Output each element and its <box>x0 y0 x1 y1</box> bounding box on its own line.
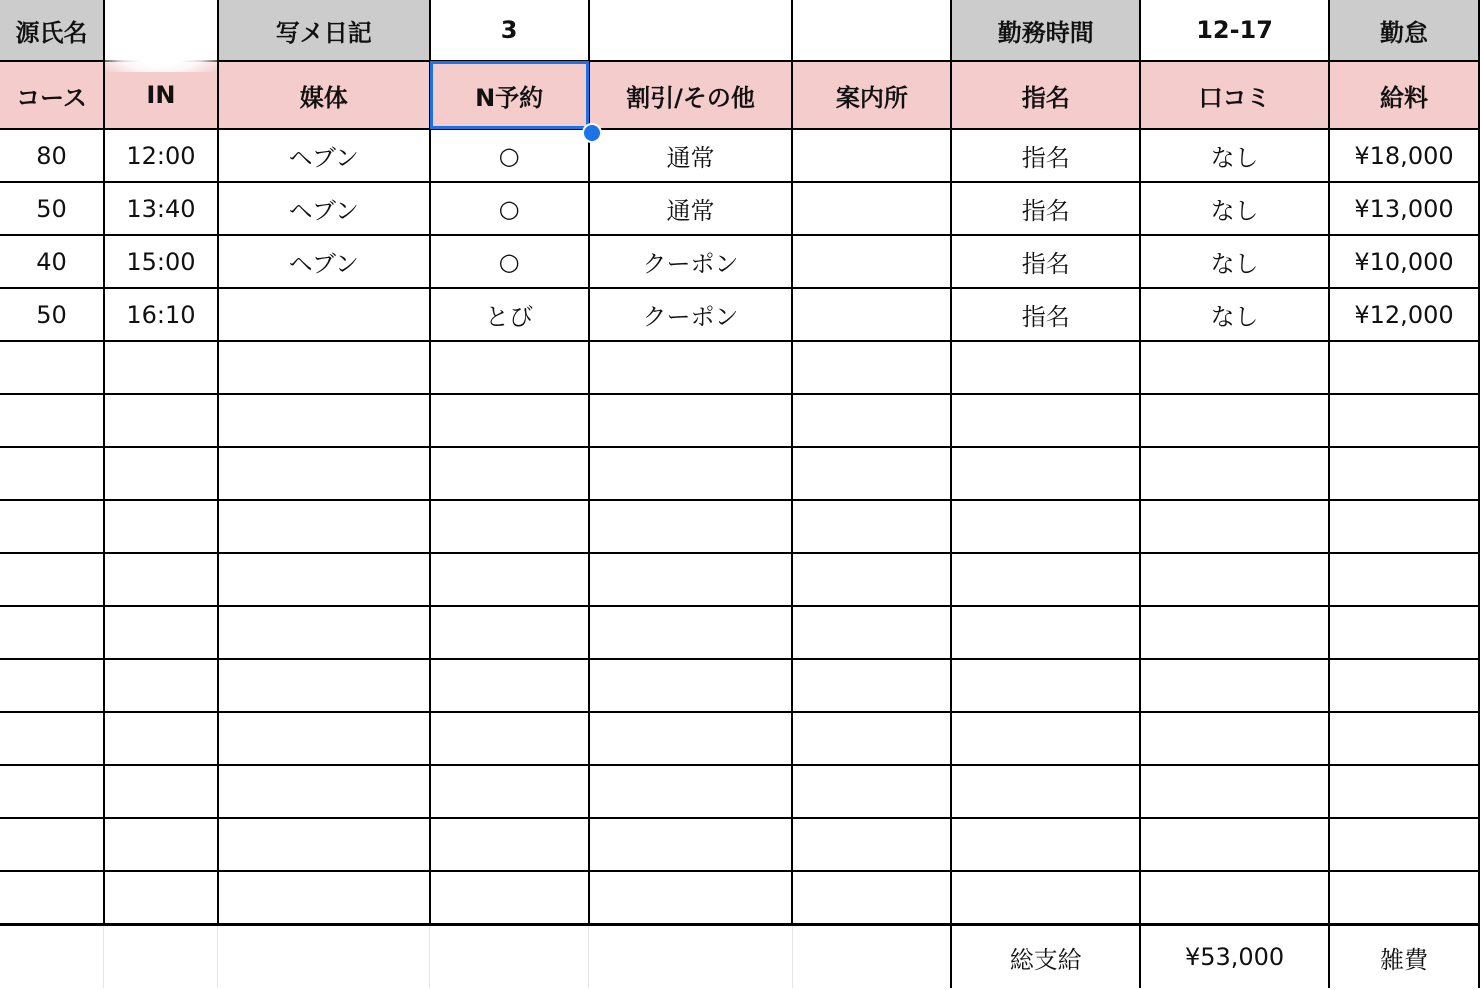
table-row <box>0 553 1479 606</box>
table-cell[interactable] <box>951 606 1140 659</box>
table-cell[interactable] <box>1329 500 1479 553</box>
table-cell[interactable] <box>1329 659 1479 712</box>
table-cell[interactable]: ¥18,000 <box>1329 129 1479 182</box>
meta-blank-cell-2[interactable] <box>792 0 951 61</box>
table-cell[interactable] <box>1140 606 1329 659</box>
table-row <box>0 818 1479 871</box>
table-cell[interactable]: クーポン <box>589 288 793 341</box>
table-row <box>0 447 1479 500</box>
table-cell[interactable] <box>430 341 589 394</box>
totals-blank-cell[interactable] <box>792 925 951 989</box>
name-label-cell[interactable]: 源氏名 <box>0 0 104 61</box>
table-cell[interactable] <box>430 553 589 606</box>
table-cell[interactable]: 50 <box>0 182 104 235</box>
table-cell[interactable]: 16:10 <box>104 288 218 341</box>
header-nomination[interactable]: 指名 <box>951 61 1140 129</box>
meta-blank-cell-1[interactable] <box>589 0 793 61</box>
table-cell[interactable] <box>218 659 430 712</box>
table-cell[interactable]: 50 <box>0 288 104 341</box>
table-cell[interactable] <box>218 500 430 553</box>
table-cell[interactable] <box>1140 341 1329 394</box>
table-cell[interactable] <box>589 606 793 659</box>
table-cell[interactable] <box>951 712 1140 765</box>
table-cell[interactable]: 13:40 <box>104 182 218 235</box>
table-cell[interactable] <box>218 553 430 606</box>
table-cell[interactable] <box>589 341 793 394</box>
table-cell[interactable] <box>104 341 218 394</box>
table-cell[interactable] <box>0 765 104 818</box>
table-cell[interactable] <box>218 288 430 341</box>
table-cell[interactable] <box>1329 765 1479 818</box>
header-n-reservation[interactable]: N予約 <box>430 61 589 129</box>
table-row <box>0 500 1479 553</box>
table-cell[interactable] <box>104 871 218 925</box>
table-cell[interactable] <box>218 341 430 394</box>
table-cell[interactable]: ○ <box>430 182 589 235</box>
table-cell[interactable] <box>1329 712 1479 765</box>
table-cell[interactable] <box>792 659 951 712</box>
table-cell[interactable] <box>792 500 951 553</box>
table-cell[interactable] <box>951 394 1140 447</box>
table-cell[interactable] <box>0 871 104 925</box>
table-cell[interactable] <box>1329 818 1479 871</box>
table-cell[interactable] <box>104 818 218 871</box>
table-cell[interactable]: とび <box>430 288 589 341</box>
table-cell[interactable] <box>951 818 1140 871</box>
table-cell[interactable] <box>792 235 951 288</box>
totals-row <box>0 925 1479 989</box>
table-cell[interactable]: ヘブン <box>218 235 430 288</box>
table-row <box>0 182 1479 235</box>
table-cell[interactable] <box>792 394 951 447</box>
table-cell[interactable] <box>1140 871 1329 925</box>
table-cell[interactable] <box>1140 500 1329 553</box>
attendance-label-cell[interactable]: 勤怠 <box>1329 0 1479 61</box>
table-row <box>0 712 1479 765</box>
table-cell[interactable]: 指名 <box>951 288 1140 341</box>
header-salary[interactable]: 給料 <box>1329 61 1479 129</box>
table-row <box>0 871 1479 925</box>
table-cell[interactable] <box>792 765 951 818</box>
table-cell[interactable] <box>589 659 793 712</box>
table-cell[interactable] <box>792 182 951 235</box>
table-row <box>0 235 1479 288</box>
table-cell[interactable] <box>218 712 430 765</box>
table-cell[interactable] <box>951 500 1140 553</box>
totals-blank-cell[interactable] <box>0 925 104 989</box>
table-cell[interactable] <box>589 765 793 818</box>
table-row <box>0 129 1479 182</box>
table-cell[interactable]: 80 <box>0 129 104 182</box>
table-cell[interactable] <box>951 659 1140 712</box>
table-cell[interactable]: ヘブン <box>218 129 430 182</box>
table-cell[interactable]: 通常 <box>589 182 793 235</box>
table-cell[interactable]: なし <box>1140 288 1329 341</box>
table-cell[interactable] <box>430 500 589 553</box>
table-cell[interactable] <box>589 818 793 871</box>
table-cell[interactable] <box>792 553 951 606</box>
total-value-cell[interactable]: ¥53,000 <box>1140 925 1329 989</box>
table-cell[interactable]: ¥10,000 <box>1329 235 1479 288</box>
table-cell[interactable]: ¥13,000 <box>1329 182 1479 235</box>
name-value-cell[interactable] <box>104 0 218 61</box>
table-cell[interactable]: ○ <box>430 129 589 182</box>
table-cell[interactable] <box>0 341 104 394</box>
table-cell[interactable] <box>1329 553 1479 606</box>
table-cell[interactable] <box>792 871 951 925</box>
table-cell[interactable] <box>0 447 104 500</box>
table-cell[interactable] <box>1140 447 1329 500</box>
header-info-office[interactable]: 案内所 <box>792 61 951 129</box>
table-cell[interactable] <box>218 447 430 500</box>
table-cell[interactable] <box>1140 553 1329 606</box>
table-cell[interactable] <box>1140 765 1329 818</box>
table-cell[interactable]: なし <box>1140 182 1329 235</box>
misc-label-cell[interactable]: 雑費 <box>1329 925 1479 989</box>
table-cell[interactable] <box>218 394 430 447</box>
table-cell[interactable] <box>0 606 104 659</box>
table-cell[interactable]: 12:00 <box>104 129 218 182</box>
table-cell[interactable] <box>951 341 1140 394</box>
table-cell[interactable] <box>430 394 589 447</box>
header-reviews[interactable]: 口コミ <box>1140 61 1329 129</box>
table-cell[interactable] <box>951 871 1140 925</box>
table-row <box>0 659 1479 712</box>
table-cell[interactable]: ヘブン <box>218 182 430 235</box>
totals-blank-cell[interactable] <box>104 925 218 989</box>
table-cell[interactable] <box>430 765 589 818</box>
table-cell[interactable] <box>1140 712 1329 765</box>
table-cell[interactable] <box>430 871 589 925</box>
table-cell[interactable] <box>104 553 218 606</box>
table-cell[interactable] <box>104 500 218 553</box>
table-cell[interactable] <box>218 871 430 925</box>
table-cell[interactable] <box>589 394 793 447</box>
table-cell[interactable] <box>104 394 218 447</box>
header-course[interactable]: コース <box>0 61 104 129</box>
table-cell[interactable] <box>589 500 793 553</box>
diary-label-cell[interactable]: 写メ日記 <box>218 0 430 61</box>
totals-blank-cell[interactable] <box>218 925 430 989</box>
table-cell[interactable]: ○ <box>430 235 589 288</box>
meta-row <box>0 0 1479 61</box>
table-cell[interactable] <box>1329 341 1479 394</box>
table-cell[interactable] <box>792 288 951 341</box>
table-cell[interactable] <box>589 712 793 765</box>
table-cell[interactable]: クーポン <box>589 235 793 288</box>
table-cell[interactable]: 指名 <box>951 182 1140 235</box>
table-cell[interactable]: なし <box>1140 129 1329 182</box>
table-cell[interactable] <box>430 606 589 659</box>
table-row <box>0 765 1479 818</box>
table-cell[interactable] <box>589 553 793 606</box>
table-cell[interactable] <box>0 712 104 765</box>
table-cell[interactable] <box>430 447 589 500</box>
table-cell[interactable] <box>792 712 951 765</box>
table-cell[interactable] <box>0 394 104 447</box>
table-cell[interactable] <box>218 765 430 818</box>
total-label-cell[interactable]: 総支給 <box>951 925 1140 989</box>
hours-value-cell[interactable]: 12-17 <box>1140 0 1329 61</box>
table-cell[interactable] <box>1329 871 1479 925</box>
table-cell[interactable] <box>104 447 218 500</box>
table-cell[interactable] <box>1329 606 1479 659</box>
table-cell[interactable] <box>792 818 951 871</box>
table-cell[interactable] <box>104 606 218 659</box>
table-cell[interactable] <box>0 818 104 871</box>
totals-blank-cell[interactable] <box>589 925 793 989</box>
table-cell[interactable] <box>951 553 1140 606</box>
table-cell[interactable]: 指名 <box>951 235 1140 288</box>
table-cell[interactable] <box>218 818 430 871</box>
table-cell[interactable] <box>792 447 951 500</box>
header-row <box>0 61 1479 129</box>
table-row <box>0 341 1479 394</box>
selection-fill-handle[interactable] <box>582 123 602 143</box>
table-cell[interactable] <box>0 659 104 712</box>
table-cell[interactable] <box>792 129 951 182</box>
table-cell[interactable] <box>1329 447 1479 500</box>
header-discount[interactable]: 割引/その他 <box>589 61 793 129</box>
diary-value-cell[interactable]: 3 <box>430 0 589 61</box>
table-cell[interactable] <box>589 871 793 925</box>
header-in[interactable]: IN <box>104 61 218 129</box>
table-row <box>0 394 1479 447</box>
table-cell[interactable] <box>0 553 104 606</box>
table-cell[interactable] <box>1329 394 1479 447</box>
table-cell[interactable] <box>0 500 104 553</box>
table-cell[interactable] <box>1140 659 1329 712</box>
table-cell[interactable] <box>104 659 218 712</box>
table-row <box>0 288 1479 341</box>
table-cell[interactable] <box>589 447 793 500</box>
table-cell[interactable]: なし <box>1140 235 1329 288</box>
header-media[interactable]: 媒体 <box>218 61 430 129</box>
table-cell[interactable] <box>792 341 951 394</box>
table-cell[interactable]: 40 <box>0 235 104 288</box>
table-cell[interactable] <box>104 712 218 765</box>
table-cell[interactable] <box>792 606 951 659</box>
table-cell[interactable] <box>951 765 1140 818</box>
table-cell[interactable] <box>430 712 589 765</box>
table-cell[interactable] <box>430 818 589 871</box>
table-cell[interactable] <box>104 765 218 818</box>
table-cell[interactable] <box>218 606 430 659</box>
table-cell[interactable]: ¥12,000 <box>1329 288 1479 341</box>
totals-blank-cell[interactable] <box>430 925 589 989</box>
table-cell[interactable] <box>1140 818 1329 871</box>
table-cell[interactable]: 通常 <box>589 129 793 182</box>
table-cell[interactable] <box>1140 394 1329 447</box>
hours-label-cell[interactable]: 勤務時間 <box>951 0 1140 61</box>
table-row <box>0 606 1479 659</box>
table-cell[interactable] <box>951 447 1140 500</box>
table-cell[interactable]: 指名 <box>951 129 1140 182</box>
table-cell[interactable] <box>430 659 589 712</box>
table-cell[interactable]: 15:00 <box>104 235 218 288</box>
